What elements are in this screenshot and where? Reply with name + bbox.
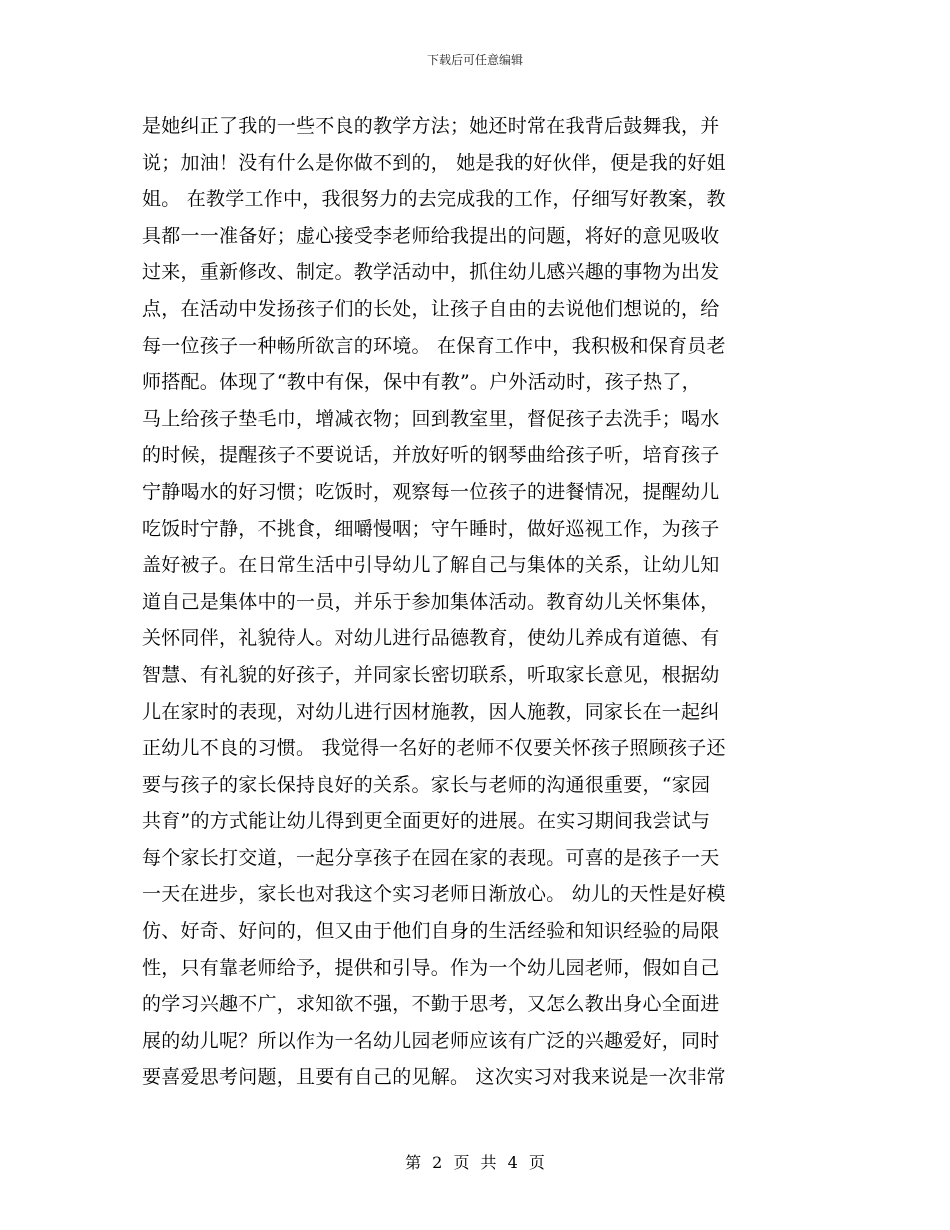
text-line: 儿在家时的表现，对幼儿进行因材施教，因人施教，同家长在一起纠	[142, 700, 720, 723]
text-line: 智慧、有礼貌的好孩子，并同家长密切联系，听取家长意见，根据幼	[142, 663, 720, 686]
text-line: 过来，重新修改、制定。教学活动中，抓住幼儿感兴趣的事物为出发	[142, 261, 720, 284]
page-header: 下载后可任意编辑	[426, 53, 523, 67]
text-line: 的学习兴趣不广，求知欲不强，不勤于思考，又怎么教出身心全面进	[142, 993, 720, 1016]
text-line: 展的幼儿呢？所以作为一名幼儿园老师应该有广泛的兴趣爱好，同时	[142, 1029, 720, 1052]
text-line: 共育”的方式能让幼儿得到更全面更好的进展。在实习期间我尝试与	[142, 810, 711, 833]
text-line: 宁静喝水的好习惯；吃饭时，观察每一位孩子的进餐情况，提醒幼儿	[142, 480, 720, 503]
page-number-footer: 第 2 页 共 4 页	[405, 1153, 545, 1172]
text-line: 关怀同伴，礼貌待人。对幼儿进行品德教育，使幼儿养成有道德、有	[142, 627, 720, 650]
text-line: 师搭配。体现了“教中有保，保中有教”。户外活动时，孩子热了，	[142, 371, 701, 394]
text-line: 要喜爱思考问题，且要有自己的见解。 这次实习对我来说是一次非常	[142, 1066, 726, 1089]
text-line: 说；加油！没有什么是你做不到的， 她是我的好伙伴，便是我的好姐	[142, 151, 726, 174]
text-line: 要与孩子的家长保持良好的关系。家长与老师的沟通很重要，“家园	[142, 773, 711, 796]
text-line: 每个家长打交道，一起分享孩子在园在家的表现。可喜的是孩子一天	[142, 846, 720, 869]
text-line: 姐。 在教学工作中，我很努力的去完成我的工作，仔细写好教案，教	[142, 188, 726, 211]
text-line: 具都一一准备好；虚心接受李老师给我提出的问题，将好的意见吸收	[142, 224, 720, 247]
body-text	[142, 108, 832, 1096]
text-line: 性，只有靠老师给予，提供和引导。作为一个幼儿园老师，假如自己	[142, 956, 720, 979]
text-line: 吃饭时宁静，不挑食，细嚼慢咽；守午睡时，做好巡视工作，为孩子	[142, 517, 720, 540]
text-line: 马上给孩子垫毛巾，增减衣物；回到教室里，督促孩子去洗手；喝水	[142, 407, 720, 430]
text-line: 一天在进步，家长也对我这个实习老师日渐放心。 幼儿的天性是好模	[142, 883, 726, 906]
text-line: 的时候，提醒孩子不要说话，并放好听的钢琴曲给孩子听，培育孩子	[142, 444, 720, 467]
text-line: 点，在活动中发扬孩子们的长处，让孩子自由的去说他们想说的，给	[142, 297, 720, 320]
text-line: 仿、好奇、好问的，但又由于他们自身的生活经验和知识经验的局限	[142, 920, 720, 943]
text-line: 正幼儿不良的习惯。 我觉得一名好的老师不仅要关怀孩子照顾孩子还	[142, 737, 726, 760]
text-line: 每一位孩子一种畅所欲言的环境。 在保育工作中，我积极和保育员老	[142, 334, 726, 357]
text-line: 道自己是集体中的一员，并乐于参加集体活动。教育幼儿关怀集体，	[142, 590, 720, 613]
text-line: 盖好被子。在日常生活中引导幼儿了解自己与集体的关系，让幼儿知	[142, 554, 720, 577]
text-line: 是她纠正了我的一些不良的教学方法；她还时常在我背后鼓舞我，并	[142, 115, 720, 137]
